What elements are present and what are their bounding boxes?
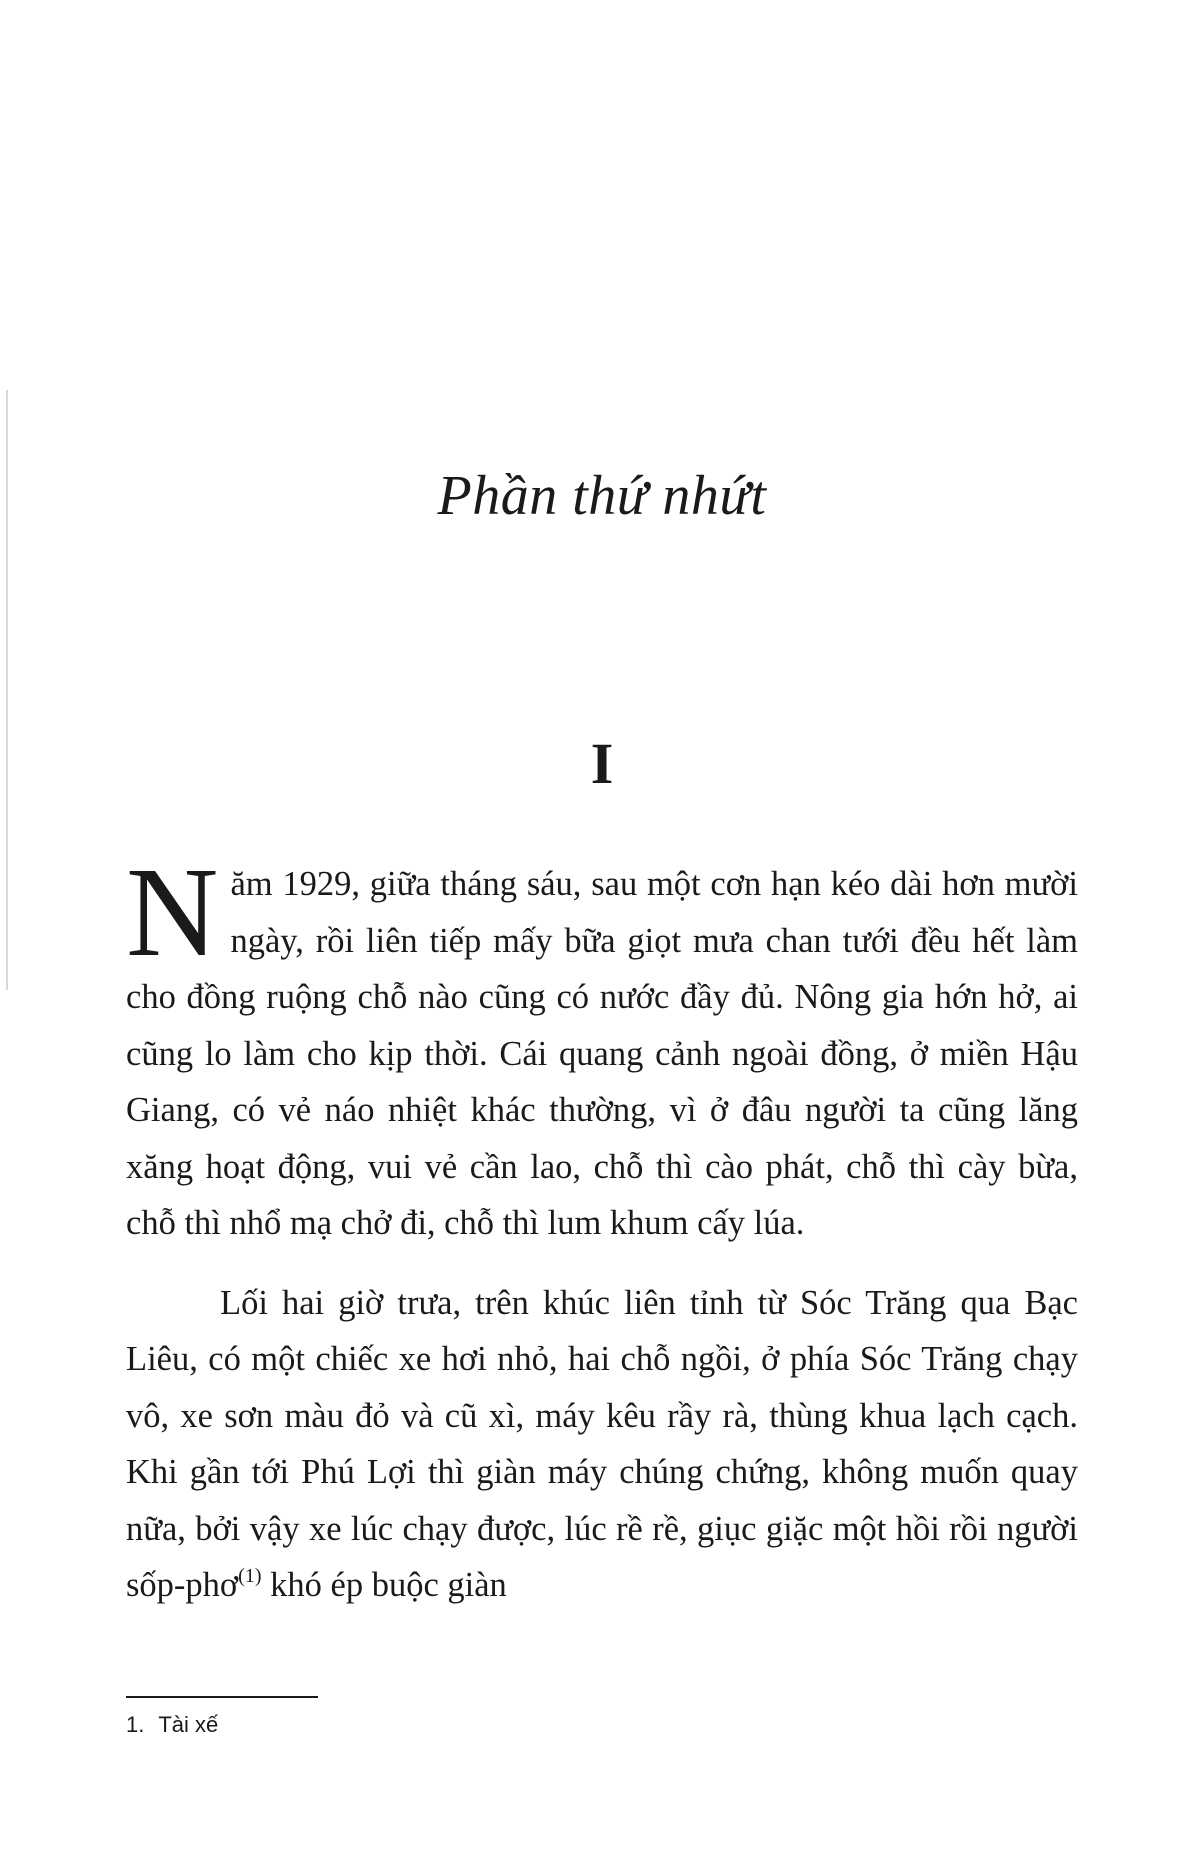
footnote-separator [126, 1696, 318, 1698]
part-title: Phần thứ nhứt [437, 465, 767, 527]
footnote [126, 1712, 218, 1738]
footnote-number: 1. [126, 1712, 145, 1737]
footnote-text: Tài xế [158, 1712, 219, 1737]
drop-cap: N [126, 841, 219, 983]
paragraph-1 [126, 841, 1078, 1252]
chapter-number: I [590, 731, 614, 796]
footnote-reference: (1) [238, 1565, 262, 1587]
paragraph-1-text: ăm 1929, giữa tháng sáu, sau một cơn hạn kéo dài hơn mười ngày, rồi liên tiếp mấy bữa giọt mưa chan tưới đều hết làm cho đồng ruộng chỗ nào cũng có nước đầy đủ. Nông gia hớn hở, ai cũng lo làm cho kịp thời. Cái quang cảnh ngoài đồng, ở miền Hậu Giang, có vẻ náo nhiệt khác thường, vì ở đâu người ta cũng lăng xăng hoạt động, vui vẻ cần lao, chỗ thì cào phát, chỗ thì cày bừa, chỗ thì nhổ mạ chở đi, chỗ thì lum khum cấy lúa. [126, 865, 1078, 1242]
paragraph-2 [126, 1275, 1078, 1614]
body-text [126, 841, 1078, 1614]
paragraph-2-text-continued: khó ép buộc giàn [261, 1566, 507, 1604]
paragraph-2-text: Lối hai giờ trưa, trên khúc liên tỉnh từ Sóc Trăng qua Bạc Liêu, có một chiếc xe hơi nhỏ, hai chỗ ngồi, ở phía Sóc Trăng chạy vô, xe sơn màu đỏ và cũ xì, máy kêu rầy rà, thùng khua lạch cạch. Khi gần tới Phú Lợi thì giàn máy chúng chứng, không muốn quay nữa, bởi vậy xe lúc chạy được, lúc rề rề, giục giặc một hồi rồi người sốp-phơ [126, 1283, 1078, 1604]
